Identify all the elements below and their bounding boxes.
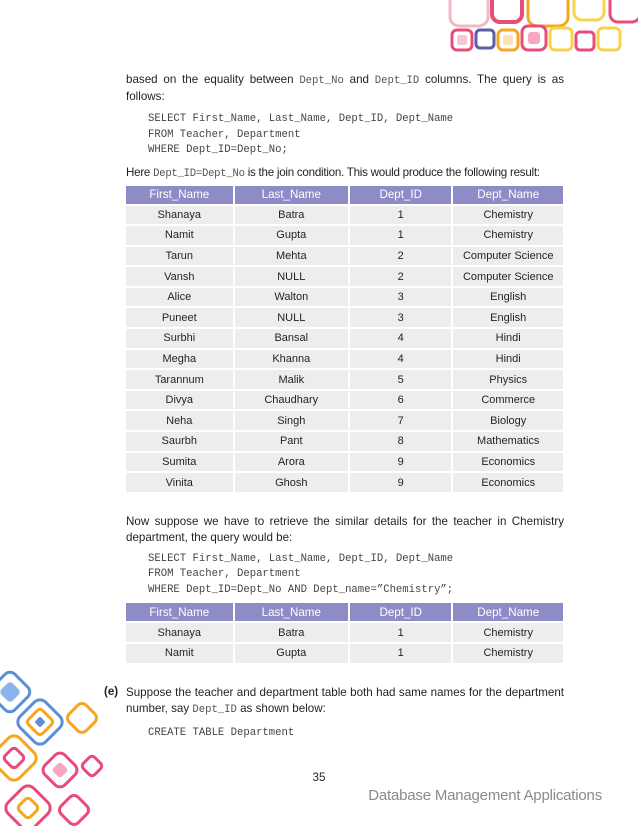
cell: NULL xyxy=(235,308,348,327)
cell: Chemistry xyxy=(453,623,563,642)
result-table-2 xyxy=(124,601,565,664)
cell: Batra xyxy=(235,623,348,642)
cell: Namit xyxy=(126,226,233,245)
cell: Computer Science xyxy=(453,267,563,286)
cell: Economics xyxy=(453,453,563,472)
cell: Biology xyxy=(453,411,563,430)
cell: 2 xyxy=(350,247,451,266)
cell: Sumita xyxy=(126,453,233,472)
cell: 6 xyxy=(350,391,451,410)
cell: Bansal xyxy=(235,329,348,348)
cell: 9 xyxy=(350,453,451,472)
cell: Walton xyxy=(235,288,348,307)
table-header-row xyxy=(126,603,563,621)
cell: Gupta xyxy=(235,644,348,663)
cell: Shanaya xyxy=(126,623,233,642)
table-row xyxy=(126,411,563,430)
cell: Economics xyxy=(453,473,563,492)
cell: Mehta xyxy=(235,247,348,266)
cell: Arora xyxy=(235,453,348,472)
create-table-code xyxy=(148,726,564,742)
cell: NULL xyxy=(235,267,348,286)
table-row xyxy=(126,206,563,225)
header-dept-id: Dept_ID xyxy=(350,186,451,204)
cell: Chemistry xyxy=(453,206,563,225)
cell: Mathematics xyxy=(453,432,563,451)
header-first-name: First_Name xyxy=(126,603,233,621)
cell: Chaudhary xyxy=(235,391,348,410)
cell: Neha xyxy=(126,411,233,430)
header-first-name: First_Name xyxy=(126,186,233,204)
code-line: CREATE TABLE Department xyxy=(148,727,295,739)
code-line: FROM Teacher, Department xyxy=(148,128,301,141)
cell: 1 xyxy=(350,644,451,663)
cell: Pant xyxy=(235,432,348,451)
table-row xyxy=(126,288,563,307)
cell: Commerce xyxy=(453,391,563,410)
item-label: (e) xyxy=(104,685,119,698)
query-1-code xyxy=(148,112,564,159)
table-row xyxy=(126,453,563,472)
table-row xyxy=(126,370,563,389)
code-line: FROM Teacher, Department xyxy=(148,568,301,581)
header-last-name: Last_Name xyxy=(235,603,348,621)
cell: Vinita xyxy=(126,473,233,492)
intro-paragraph: based on the equality between Dept_No and Dept_ID columns. The query is as follows: xyxy=(126,73,564,103)
cell: 1 xyxy=(350,206,451,225)
cell: Khanna xyxy=(235,350,348,369)
cell: 5 xyxy=(350,370,451,389)
cell: Vansh xyxy=(126,267,233,286)
cell: Hindi xyxy=(453,350,563,369)
cell: Computer Science xyxy=(453,247,563,266)
cell: 7 xyxy=(350,411,451,430)
cell: 1 xyxy=(350,226,451,245)
cell: Chemistry xyxy=(453,226,563,245)
cell: Shanaya xyxy=(126,206,233,225)
cell: Namit xyxy=(126,644,233,663)
table-row xyxy=(126,644,563,663)
page-content xyxy=(126,72,564,665)
table-row xyxy=(126,308,563,327)
cell: English xyxy=(453,308,563,327)
query-2-code xyxy=(148,552,564,599)
item-e-paragraph: Suppose the teacher and department table both had same names for the department number, say Dept_ID as shown below: xyxy=(126,686,564,716)
decorative-squares-top xyxy=(448,0,638,70)
cell: 4 xyxy=(350,350,451,369)
table-row xyxy=(126,473,563,492)
cell: Physics xyxy=(453,370,563,389)
table-header-row xyxy=(126,186,563,204)
cell: Batra xyxy=(235,206,348,225)
table-row xyxy=(126,226,563,245)
item-e xyxy=(104,685,564,742)
cell: Gupta xyxy=(235,226,348,245)
table-row xyxy=(126,623,563,642)
cell: English xyxy=(453,288,563,307)
cell: 2 xyxy=(350,267,451,286)
header-last-name: Last_Name xyxy=(235,186,348,204)
code-line: WHERE Dept_ID=Dept_No AND Dept_name=”Chemistry”; xyxy=(148,583,454,596)
code-line: SELECT First_Name, Last_Name, Dept_ID, Dept_Name xyxy=(148,552,454,565)
cell: 1 xyxy=(350,623,451,642)
cell: 8 xyxy=(350,432,451,451)
cell: Divya xyxy=(126,391,233,410)
cell: Malik xyxy=(235,370,348,389)
join-condition-paragraph: Here Dept_ID=Dept_No is the join condition. This would produce the following result: xyxy=(126,165,540,180)
cell: Ghosh xyxy=(235,473,348,492)
cell: Tarun xyxy=(126,247,233,266)
cell: 4 xyxy=(350,329,451,348)
cell: Alice xyxy=(126,288,233,307)
table-row xyxy=(126,391,563,410)
footer-book-title: Database Management Applications xyxy=(368,787,602,804)
cell: Hindi xyxy=(453,329,563,348)
table-row xyxy=(126,267,563,286)
header-dept-name: Dept_Name xyxy=(453,603,563,621)
now-suppose-paragraph: Now suppose we have to retrieve the similar details for the teacher in Chemistry department, the query would be: xyxy=(126,514,564,544)
header-dept-id: Dept_ID xyxy=(350,603,451,621)
decorative-squares-left xyxy=(0,670,110,826)
table-row xyxy=(126,329,563,348)
header-dept-name: Dept_Name xyxy=(453,186,563,204)
result-table-1 xyxy=(124,184,565,494)
cell: Saurbh xyxy=(126,432,233,451)
code-line: WHERE Dept_ID=Dept_No; xyxy=(148,144,288,156)
cell: Tarannum xyxy=(126,370,233,389)
table-row xyxy=(126,247,563,266)
cell: Surbhi xyxy=(126,329,233,348)
cell: Megha xyxy=(126,350,233,369)
cell: 3 xyxy=(350,308,451,327)
cell: Singh xyxy=(235,411,348,430)
code-line: SELECT First_Name, Last_Name, Dept_ID, Dept_Name xyxy=(148,113,454,125)
page-number: 35 xyxy=(312,771,326,784)
cell: 3 xyxy=(350,288,451,307)
table-row xyxy=(126,432,563,451)
cell: Chemistry xyxy=(453,644,563,663)
cell: Puneet xyxy=(126,308,233,327)
cell: 9 xyxy=(350,473,451,492)
table-row xyxy=(126,350,563,369)
